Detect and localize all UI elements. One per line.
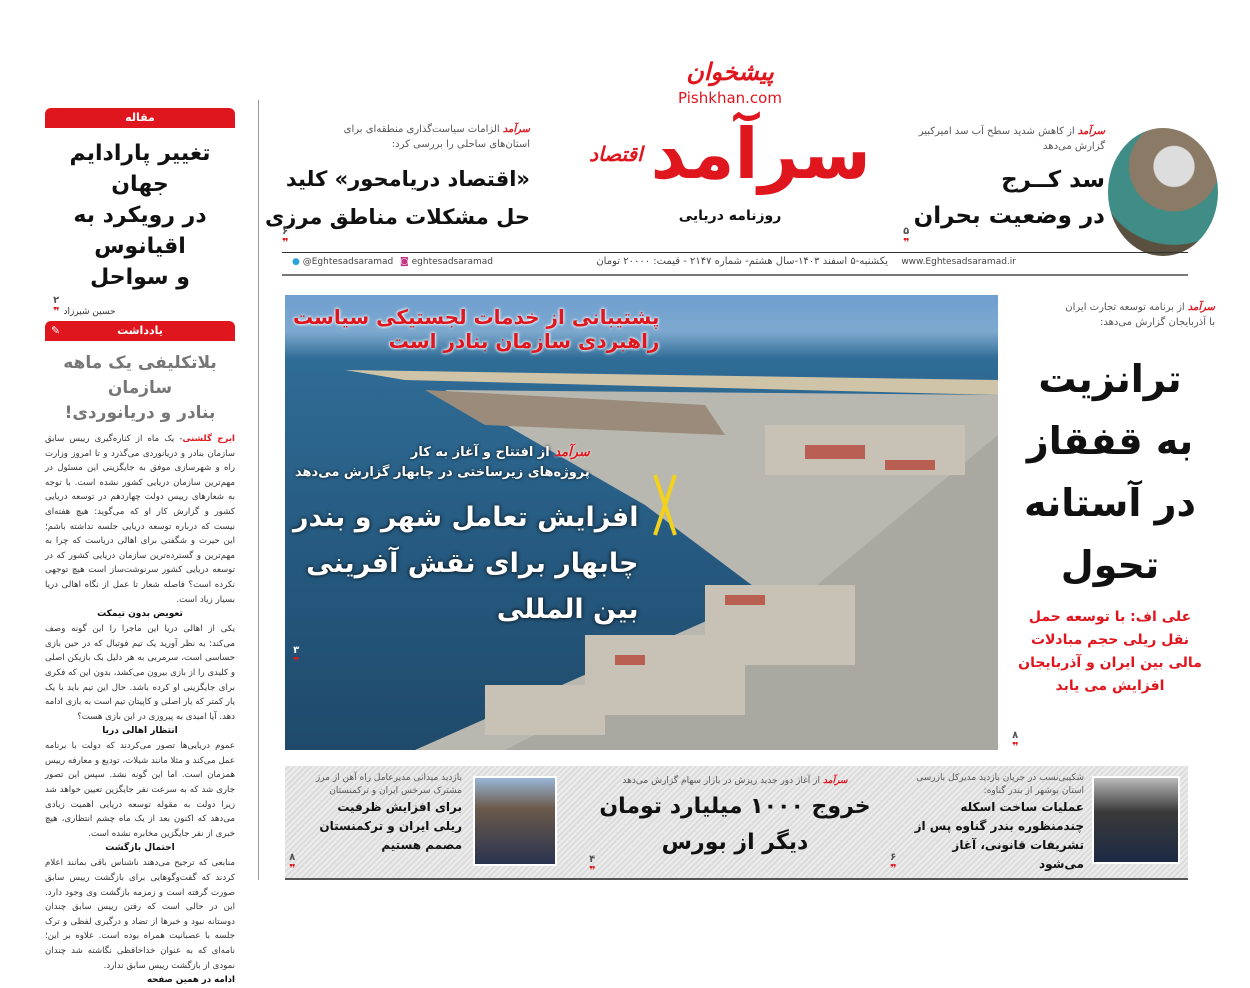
- story-kicker: از آغاز دور جدید ریزش در بازار سهام گزارش می‌دهد: [622, 776, 821, 786]
- headline-line: دیگر از بورس: [661, 830, 809, 855]
- subhead-line: نقل ریلی حجم مبادلات: [1030, 632, 1190, 648]
- logo-sub: اقتصاد: [589, 142, 643, 166]
- story-kicker: از کاهش شدید سطح آب سد امیرکبیر گزارش می‌دهد: [918, 126, 1105, 152]
- right-subhead: [1005, 606, 1215, 698]
- headline-line: حل مشکلات مناطق مرزی: [264, 205, 530, 229]
- top-left-story[interactable]: [264, 122, 530, 236]
- bottom-story[interactable]: [890, 772, 1180, 876]
- main-headline[interactable]: [293, 495, 638, 633]
- page-number: ۳: [293, 645, 300, 656]
- person-photo: [473, 776, 557, 866]
- section-title: انتظار اهالی دریا: [102, 726, 178, 737]
- page-ref: ۴ ❞: [589, 854, 596, 877]
- headline-line: «اقتصاد دریامحور» کلید: [285, 167, 530, 191]
- story-headline: [908, 798, 1084, 874]
- instagram-handle: eghtesadsaramad: [411, 257, 493, 267]
- issue-line: یکشنبه-۵ اسفند ۱۴۰۳-سال هشتم- شماره ۲۱۴۷ - قیمت: ۲۰۰۰۰ تومان: [596, 256, 888, 267]
- note-headline[interactable]: [45, 351, 235, 426]
- headline-line: بین المللی: [496, 594, 639, 625]
- logo-text: سرآمد: [650, 113, 871, 195]
- headline-line: عملیات ساخت اسکله: [960, 800, 1084, 814]
- headline-line: در آستانه: [1023, 481, 1197, 525]
- story-kicker: الزامات سیاست‌گذاری منطقه‌ای برای استان‌های ساحلی را بررسی کرد:: [343, 124, 530, 150]
- kicker-line: از افتتاح و آغاز به کار: [410, 445, 550, 460]
- page-ref: ۸ ❞: [1012, 730, 1019, 753]
- rule: [282, 252, 1188, 253]
- website[interactable]: www.Eghtesadsaramad.ir: [901, 257, 1016, 267]
- article-headline-line: تغییر پارادایم جهان: [69, 141, 211, 197]
- headline-line: چابهار برای نقش آفرینی: [306, 548, 639, 579]
- bottom-story[interactable]: [285, 772, 580, 876]
- kicker-line: از برنامه توسعه تجارت ایران: [1065, 302, 1185, 313]
- headline-line: برای افزایش ظرفیت: [337, 800, 462, 814]
- kicker-line: پروژه‌های زیرساختی در چابهار گزارش می‌دهد: [295, 465, 590, 480]
- watermark-en: Pishkhan.com: [678, 89, 782, 107]
- headline-line: افزایش تعامل شهر و بندر: [293, 502, 639, 533]
- brand-mark: سرآمد: [549, 445, 590, 460]
- tagline: روزنامه دریایی: [678, 208, 782, 224]
- brand-mark: سرآمد: [502, 124, 530, 135]
- headline-line: چندمنظوره بندر گناوه پس از: [914, 819, 1084, 833]
- article-author: حسین شیرزاد: [63, 307, 116, 317]
- instagram-link[interactable]: [400, 257, 493, 267]
- headline-line: سد کــرج: [1001, 167, 1105, 193]
- main-photo[interactable]: [285, 295, 998, 750]
- page-number: ۵: [903, 226, 910, 237]
- headline-line: خروج ۱۰۰۰ میلیارد تومان: [599, 794, 871, 819]
- pencil-icon: ✎: [51, 324, 61, 337]
- brand-mark: سرآمد: [823, 776, 848, 786]
- page-number: ۴: [589, 854, 596, 865]
- note-author: ایرج گلشنی: [182, 434, 235, 444]
- story-headline: [913, 162, 1105, 234]
- page-number: ۲: [53, 295, 60, 306]
- page-ref: ۸ ❞: [289, 852, 296, 875]
- note-label: [45, 321, 235, 341]
- section-title: احتمال بازگشت: [105, 843, 175, 854]
- story-kicker: بازدید میدانی مدیرعامل راه آهن از مرز مشترک سرخس ایران و ترکمنستان: [315, 773, 462, 796]
- instagram-icon: ◙: [400, 257, 409, 267]
- headline-line: مصمم هستیم: [381, 838, 462, 852]
- page-number: ۶: [282, 226, 289, 237]
- photo-overlay-title: [293, 305, 659, 353]
- overlay-line: پشتیبانی از خدمات لجستیکی سیاست: [293, 305, 660, 329]
- person-photo: [1092, 776, 1180, 864]
- note-headline-line: بلاتکلیفی یک ماهه سازمان: [63, 353, 217, 398]
- bottom-story[interactable]: [585, 774, 885, 877]
- note-body: [45, 432, 235, 988]
- telegram-handle: @Eghtesadsaramad: [302, 257, 394, 267]
- note-intro: - یک ماه از کناره‌گیری رییس سابق سازمان بنادر و دریانوردی می‌گذرد و تا امروز وزارت راه و شهرسازی موفق به جایگزینی این مسئول در مهم‌ترین سازمان دریایی کشور نشده است. با توجه به شعارهای رییس دولت چهاردهم در توسعه دریایی کشور و گزارش کار او که می‌گوید: هیچ هفته‌ای نیست که درباره توسعه دریایی جلسه نداشته باشم؛ این حیرت و شگفتی برای اهالی دریاست که چرا به مهم‌ترین و گسترده‌ترین سازمان دریایی کشور که در توسعه دریایی کشور سرنوشت‌ساز است هیچ توجهی نکرده است؟ فاصله شعار تا عمل از نگاه اهالی دریا بسیار زیاد است.: [45, 434, 235, 605]
- dam-photo: [1108, 128, 1218, 256]
- headline-line: ریلی ایران و ترکمنستان: [319, 819, 462, 833]
- page-ref: ۶ ❞: [890, 852, 897, 875]
- subhead-line: افزایش می یابد: [1055, 678, 1165, 694]
- rule: [282, 274, 1188, 276]
- page-ref: ۵ ❞: [903, 226, 910, 249]
- section-text: منابعی که ترجیح می‌دهند ناشناس باقی بمانند اعلام کردند که گفت‌وگوهایی برای بازگشت رییس سابق صورت گرفته است و زمزمه بازگشت وی وجود دارد. این در حالی است که رفتن رییس سابق چندان دوستانه نبود و خبرها از تضاد و درگیری لفظی و ترک جلسه با عصبانیت همراه بوده است. علاوه بر این؛ نامه‌ای که به عنوان خداحافظی نگاشته شد چندان نمودی از بازگشت رییس سابق ندارد.: [45, 858, 235, 971]
- story-headline: [307, 798, 462, 855]
- telegram-icon: ●: [292, 257, 300, 267]
- subhead-line: علی اف: با توسعه حمل: [1028, 609, 1192, 625]
- section-text: یکی از اهالی دریا این ماجرا را این گونه وصف می‌کند: به نظر آورید یک تیم فوتبال که در حین بازی حساسی است، سرمربی به هر دلیل یک بازیکن اصلی و کلیدی را از بازی بیرون می‌کشد، بدون این که فکری برای جایگزینی او کرده باشد. حال این تیم باید با یک یار کمتر که یار اصلی و کاپیتان تیم است به بازی ادامه دهد. آیا امیدی به پیروزی در این بازی هست؟: [45, 624, 235, 722]
- headline-line: تشریفات قانونی، آغاز می‌شود: [952, 838, 1084, 871]
- section-title: تعویض بدون تیمکت: [97, 609, 183, 620]
- overlay-line: راهبردی سازمان بنادر است: [388, 329, 660, 353]
- page-ref: ۲ ❞: [53, 295, 60, 318]
- kicker-line: با آذربایجان گزارش می‌دهد:: [1099, 317, 1215, 328]
- watermark-fa: پیشخوان: [686, 58, 774, 86]
- subhead-line: مالی بین ایران و آذربایجان: [1018, 655, 1202, 671]
- note-headline-line: بنادر و دریانوردی!: [64, 403, 216, 423]
- article-label: مقاله: [45, 108, 235, 128]
- page-ref: ۳ ❞: [293, 645, 300, 668]
- headline-line: به قفقاز: [1026, 419, 1194, 463]
- issue-bar: [282, 256, 1188, 272]
- note-label-text: یادداشت: [117, 324, 163, 337]
- continued-link[interactable]: ادامه در همین صفحه: [146, 975, 235, 986]
- right-headline: [1005, 348, 1215, 596]
- bottom-strip: [285, 766, 1188, 880]
- article-headline-line: و سواحل: [90, 265, 190, 290]
- brand-mark: سرآمد: [1077, 126, 1105, 137]
- headline-line: در وضعیت بحران: [913, 203, 1105, 229]
- masthead-logo: [560, 56, 900, 246]
- photo-kicker: [295, 443, 590, 483]
- page-number: ۶: [890, 852, 897, 863]
- telegram-link[interactable]: [292, 257, 393, 267]
- story-headline: [264, 160, 530, 236]
- right-column-story[interactable]: [1005, 300, 1215, 698]
- article-headline-line: در رویکرد به اقیانوس: [73, 203, 207, 259]
- column-divider: [258, 100, 259, 880]
- headline-line: ترانزیت: [1038, 357, 1182, 401]
- story-kicker: شکیبی‌نسب در جریان بازدید مدیرکل بازرسی استان بوشهر از بندر گناوه:: [916, 773, 1084, 796]
- page-number: ۸: [289, 852, 296, 863]
- headline-line: تحول: [1060, 543, 1160, 587]
- page-ref: ۶ ❞: [282, 226, 289, 249]
- top-right-story[interactable]: [913, 124, 1105, 234]
- section-text: عموم دریایی‌ها تصور می‌کردند که دولت با برنامه عمل می‌کند و مثلا مانند شیلات، تودیع و معارفه رییس همزمان است. اما این گونه نشد. سپس این تصور جاری شد که به سرعت نفر جایگزین تعیین خواهد شد زیرا دولت به مقوله توسعه دریایی اهمیت زیادی می‌دهد که اکنون بعد از یک ماه چشم انتظاری، هیچ خبری از نفر جایگزین مخابره نشده است.: [45, 741, 235, 839]
- left-column: [45, 108, 235, 988]
- page-number: ۸: [1012, 730, 1019, 741]
- brand-mark: سرآمد: [1187, 302, 1215, 313]
- story-headline: [585, 789, 885, 861]
- article-headline[interactable]: [45, 138, 235, 293]
